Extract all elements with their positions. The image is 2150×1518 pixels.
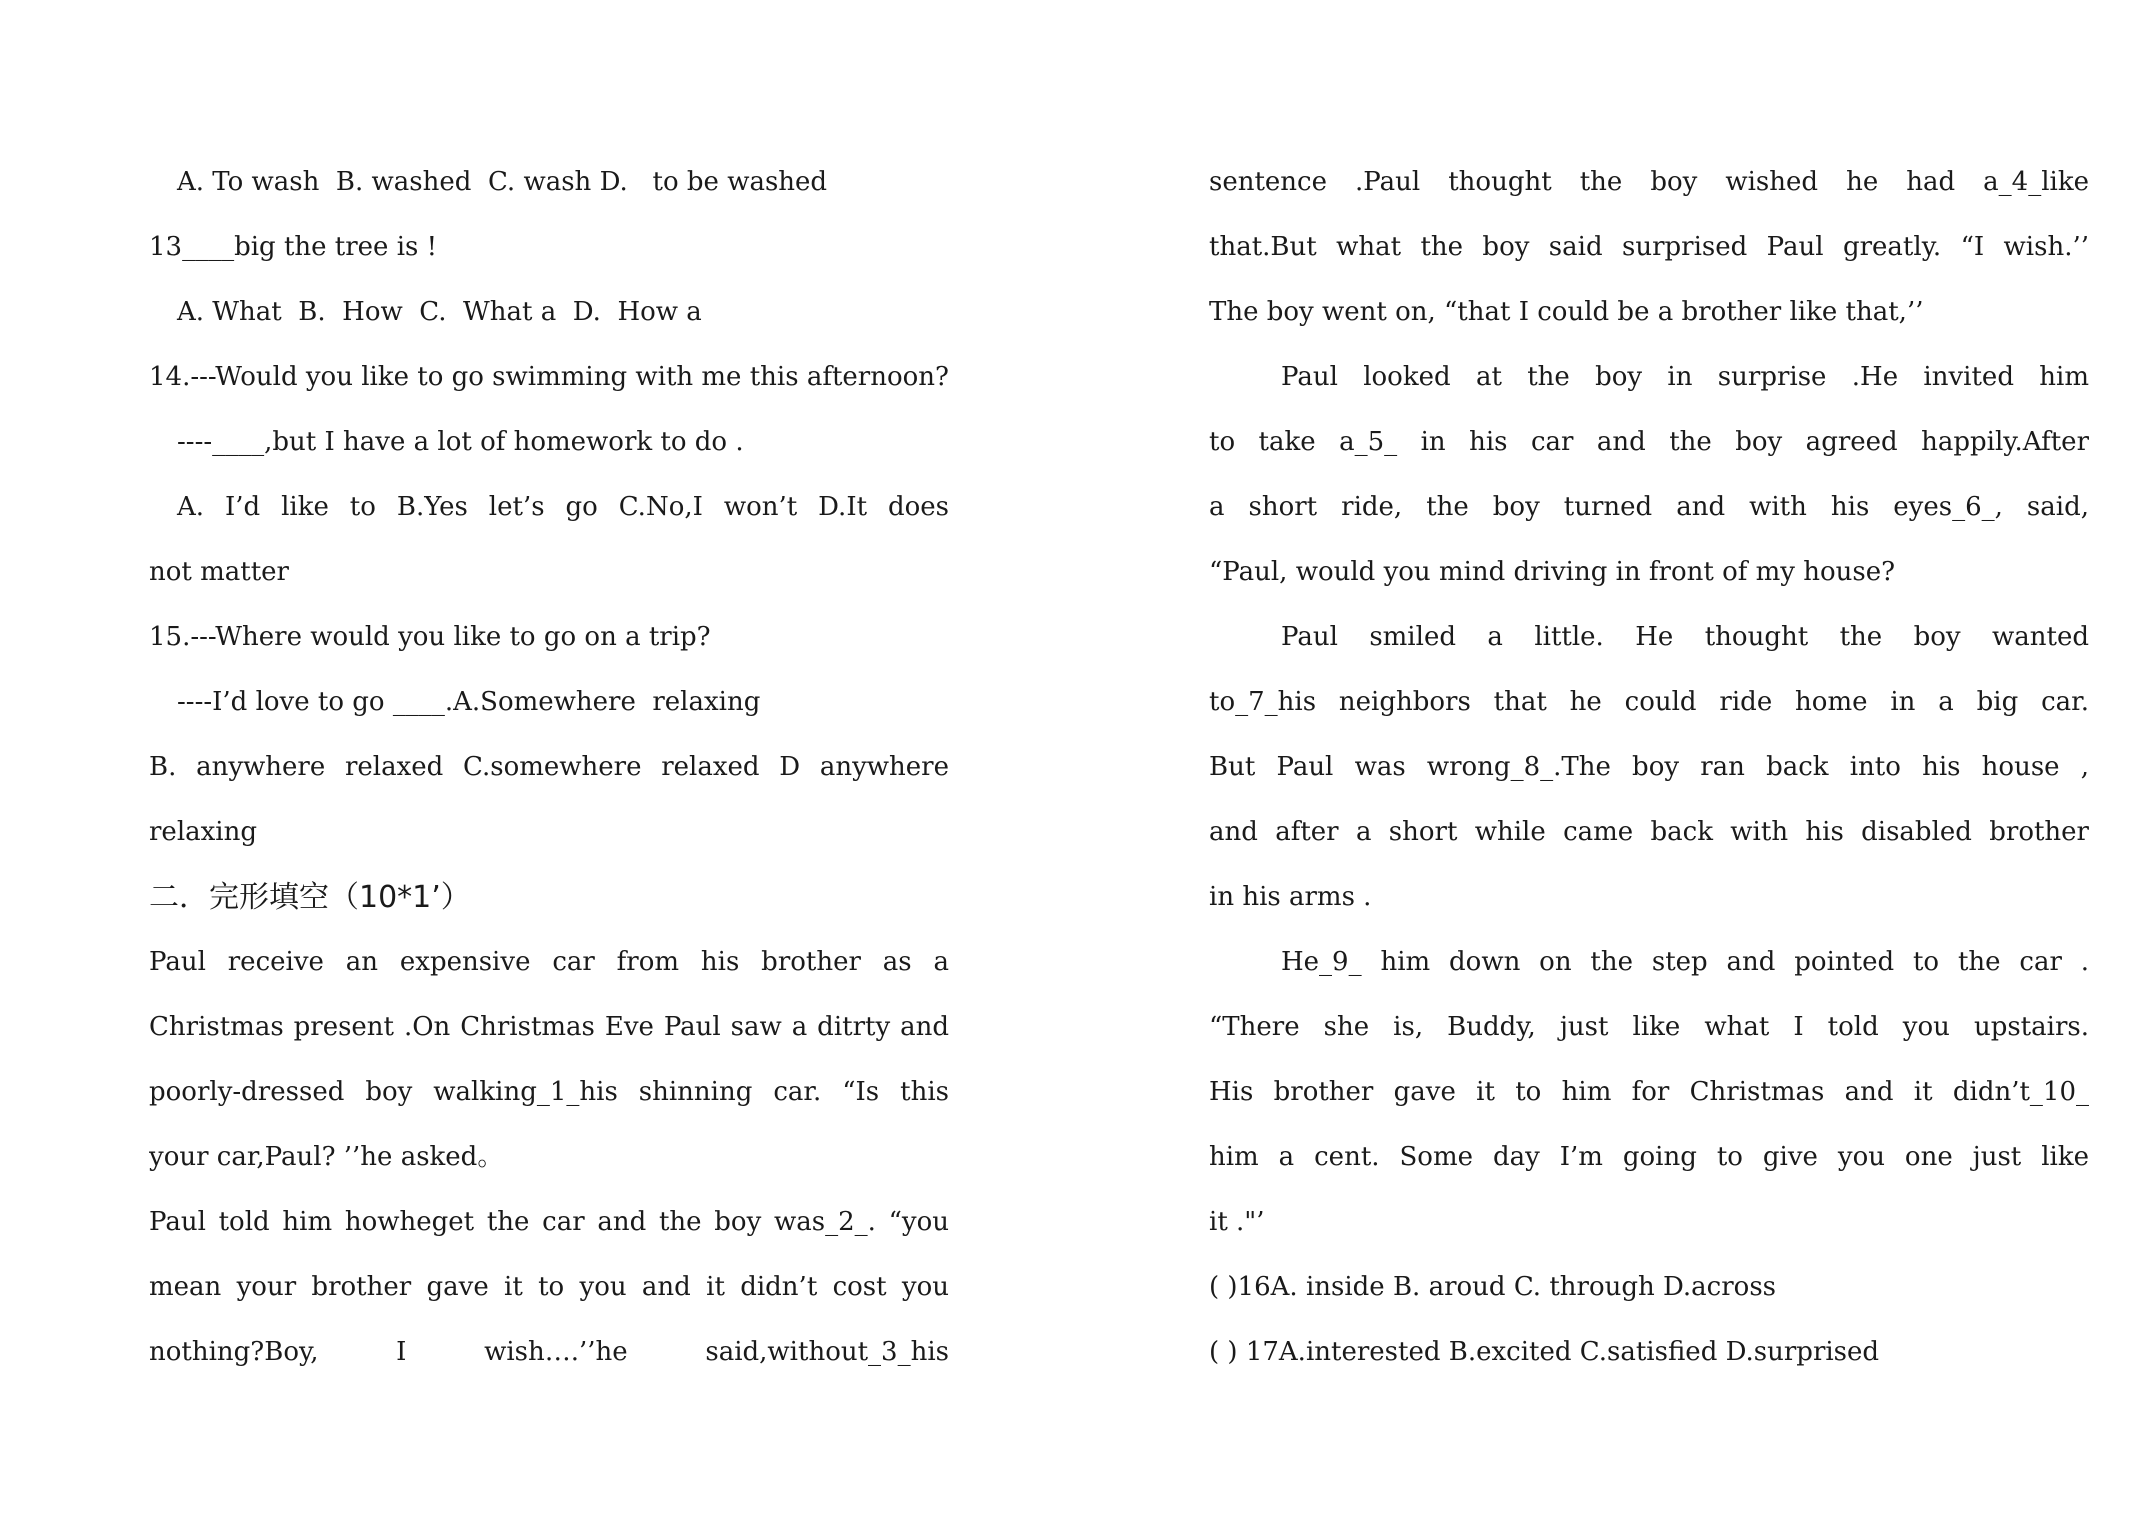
question-15-reply: ----I’d love to go ____.A.Somewhere relaxing bbox=[177, 687, 761, 717]
question-17-options: ( ) 17A.interested B.excited C.satisfied D.surprised bbox=[1209, 1337, 1880, 1367]
passage-line: to take a_5_ in his car and the boy agreed happily.After bbox=[1209, 427, 2089, 457]
passage-line: But Paul was wrong_8_.The boy ran back into his house , bbox=[1209, 752, 2089, 782]
passage-line: sentence .Paul thought the boy wished he had a_4_like bbox=[1209, 167, 2089, 197]
option-line-12: A. To wash B. washed C. wash D. to be washed bbox=[177, 167, 828, 197]
passage-line: The boy went on, “that I could be a brother like that,’’ bbox=[1209, 297, 1924, 327]
passage-line: Christmas present .On Christmas Eve Paul saw a ditrty and bbox=[149, 1012, 949, 1042]
right-column bbox=[1209, 150, 2089, 1385]
passage-line: poorly-dressed boy walking_1_his shinning car. “Is this bbox=[149, 1077, 949, 1107]
option-line-14-cont: not matter bbox=[149, 557, 289, 587]
question-14-reply: ----____,but I have a lot of homework to do . bbox=[177, 427, 744, 457]
passage-line: it ."’ bbox=[1209, 1207, 1265, 1237]
option-line-15-cont: relaxing bbox=[149, 817, 257, 847]
passage-line: that.But what the boy said surprised Paul greatly. “I wish.’’ bbox=[1209, 232, 2089, 262]
section-heading-cloze: 二．完形填空（10*1’） bbox=[149, 880, 471, 915]
passage-line: mean your brother gave it to you and it didn’t cost you bbox=[149, 1272, 949, 1302]
passage-line: Paul smiled a little. He thought the boy wanted bbox=[1281, 622, 2089, 652]
passage-line: nothing?Boy, I wish….’’he said,without_3_his bbox=[149, 1337, 949, 1367]
passage-line: him a cent. Some day I’m going to give you one just like bbox=[1209, 1142, 2089, 1172]
option-line-15: B. anywhere relaxed C.somewhere relaxed D anywhere bbox=[149, 752, 949, 782]
option-line-13: A. What B. How C. What a D. How a bbox=[177, 297, 702, 327]
question-14: 14.---Would you like to go swimming with me this afternoon? bbox=[149, 362, 949, 392]
passage-line: “Paul, would you mind driving in front of my house? bbox=[1209, 557, 1896, 587]
passage-line: in his arms . bbox=[1209, 882, 1372, 912]
passage-line: Paul looked at the boy in surprise .He invited him bbox=[1281, 362, 2089, 392]
passage-line: His brother gave it to him for Christmas and it didn’t_10_ bbox=[1209, 1077, 2089, 1107]
passage-line: a short ride, the boy turned and with his eyes_6_, said, bbox=[1209, 492, 2089, 522]
passage-line: “There she is, Buddy, just like what I told you upstairs. bbox=[1209, 1012, 2089, 1042]
left-column bbox=[149, 150, 949, 1385]
question-16-options: ( )16A. inside B. aroud C. through D.across bbox=[1209, 1272, 1777, 1302]
passage-line: and after a short while came back with his disabled brother bbox=[1209, 817, 2089, 847]
passage-line: Paul told him howheget the car and the boy was_2_. “you bbox=[149, 1207, 949, 1237]
passage-line: to_7_his neighbors that he could ride home in a big car. bbox=[1209, 687, 2089, 717]
passage-line: your car,Paul? ’’he asked。 bbox=[149, 1142, 504, 1172]
option-line-14: A. I’d like to B.Yes let’s go C.No,I won’t D.It does bbox=[177, 492, 949, 522]
passage-line: Paul receive an expensive car from his brother as a bbox=[149, 947, 949, 977]
question-15: 15.---Where would you like to go on a trip? bbox=[149, 622, 711, 652]
question-13: 13____big the tree is ! bbox=[149, 232, 438, 262]
passage-line: He_9_ him down on the step and pointed to the car . bbox=[1281, 947, 2089, 977]
